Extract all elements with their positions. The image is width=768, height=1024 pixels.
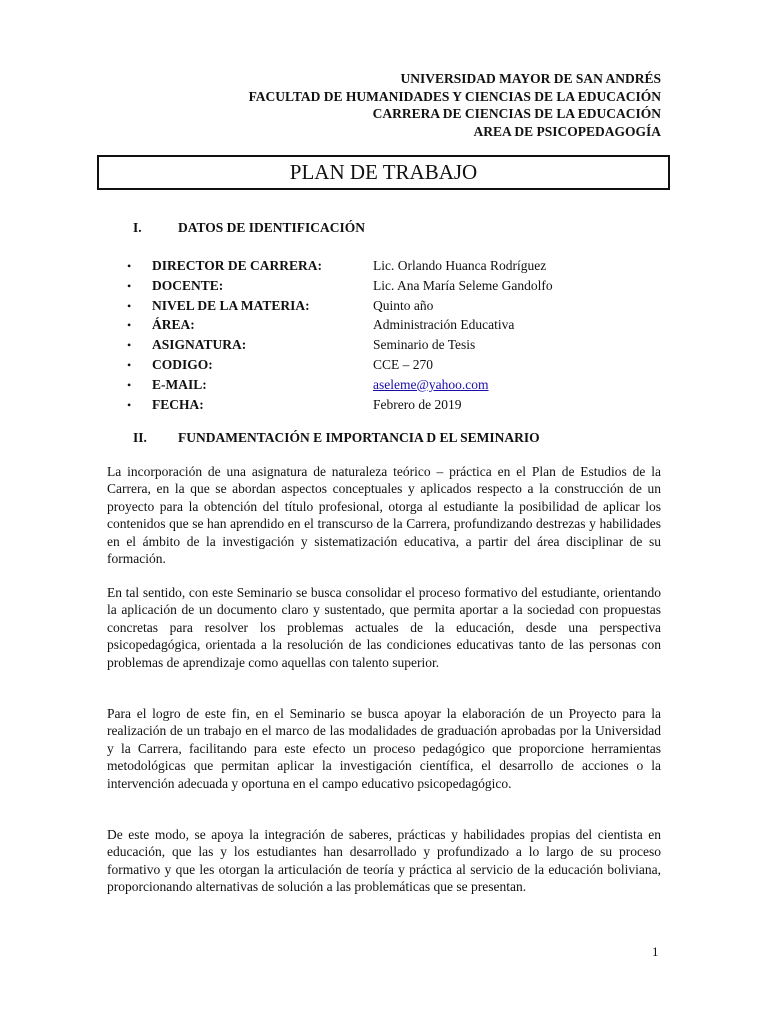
bullet-icon: • (127, 318, 132, 333)
list-item-date (127, 395, 553, 415)
paragraph-3: Para el logro de este fin, en el Seminario se busca apoyar la elaboración de un Proyecto para la realización de un trabajo en el marco de las modalidades de graduación aprobadas por la Universidad y la Carrera, facilitando para este efecto un proceso pedagógico que proporcione herramientas metodológicas que permitan aplicar la investigación científica, el desarrollo de acciones o la intervención adecuada y oportuna en el campo educativo psicopedagógico. (107, 706, 661, 791)
field-value: Lic. Ana María Seleme Gandolfo (373, 277, 553, 293)
field-label: E-MAIL: (152, 376, 207, 392)
bullet-icon: • (127, 357, 132, 372)
bullet-icon: • (127, 377, 132, 392)
field-value: Administración Educativa (373, 317, 515, 333)
paragraph-4: De este modo, se apoya la integración de saberes, prácticas y habilidades propias del cientista en educación, que las y los estudiantes han desarrollado y profundizado a lo largo de su proceso formativo y que les otorgan la articulación de teoría y práctica al servicio de la educación boliviana, proporcionando alternativas de solución a las problemáticas que se presentan. (107, 827, 661, 895)
list-item-subject (127, 335, 553, 355)
field-label: CODIGO: (152, 356, 213, 372)
section-heading-identification (133, 220, 365, 236)
list-item-level (127, 296, 553, 316)
section-title: DATOS DE IDENTIFICACIÓN (178, 220, 366, 235)
faculty-name: FACULTAD DE HUMANIDADES Y CIENCIAS DE LA EDUCACIÓN (248, 88, 661, 104)
institution-header (249, 70, 661, 140)
bullet-icon: • (127, 259, 132, 273)
field-value: CCE – 270 (373, 356, 434, 372)
list-item-teacher (127, 276, 553, 296)
bullet-icon: • (127, 278, 132, 293)
university-name: UNIVERSIDAD MAYOR DE SAN ANDRÉS (400, 71, 661, 86)
department-name: CARRERA DE CIENCIAS DE LA EDUCACIÓN (372, 106, 661, 121)
section-number: II. (133, 430, 147, 445)
bullet-icon: • (127, 298, 132, 313)
list-item-area (127, 315, 553, 335)
field-label: NIVEL DE LA MATERIA: (152, 297, 310, 313)
section-number: I. (133, 220, 142, 235)
field-value: Quinto año (373, 297, 434, 313)
field-label: DOCENTE: (152, 277, 224, 293)
field-value: Lic. Orlando Huanca Rodríguez (373, 258, 547, 273)
field-label: DIRECTOR DE CARRERA: (152, 258, 323, 273)
field-label: ASIGNATURA: (152, 337, 247, 353)
paragraph-1: La incorporación de una asignatura de naturaleza teórico – práctica en el Plan de Estudios de la Carrera, en la que se abordan aspectos conceptuales y aplicados respecto a la construcción de un proyecto para la obtención del título profesional, otorga al estudiante la posibilidad de aplicar los contenidos que se han aprendido en el transcurso de la Carrera, profundizando destrezas y habilidades en el ámbito de la investigación y sistematización educativa, a partir del área disciplinar de su formación. (107, 464, 661, 567)
field-value: Febrero de 2019 (373, 396, 462, 412)
section-title: FUNDAMENTACIÓN E IMPORTANCIA D EL SEMINARIO (178, 430, 540, 445)
field-label: FECHA: (152, 396, 204, 412)
paragraph-2: En tal sentido, con este Seminario se busca consolidar el proceso formativo del estudiante, orientando la aplicación de un documento claro y sustentado, que permita aportar a la sociedad con propuestas concretas para resolver los problemas actuales de la educación, desde una perspectiva psicopedagógica, orientada a la resolución de las condiciones educativas tanto de las personas con problemas de aprendizaje como aquellas con talento superior. (107, 585, 661, 670)
page-number: 1 (652, 944, 659, 959)
bullet-icon: • (127, 397, 132, 412)
field-label: ÁREA: (152, 317, 195, 333)
list-item-director (127, 256, 553, 276)
identification-list (127, 256, 553, 414)
area-name: AREA DE PSICOPEDAGOGÍA (473, 123, 661, 139)
document-title: PLAN DE TRABAJO (97, 155, 670, 190)
list-item-email (127, 375, 553, 395)
bullet-icon: • (127, 338, 132, 353)
email-link[interactable]: aseleme@yahoo.com (373, 376, 489, 392)
list-item-code (127, 355, 553, 375)
section-heading-foundation (133, 430, 540, 446)
field-value: Seminario de Tesis (373, 337, 476, 353)
